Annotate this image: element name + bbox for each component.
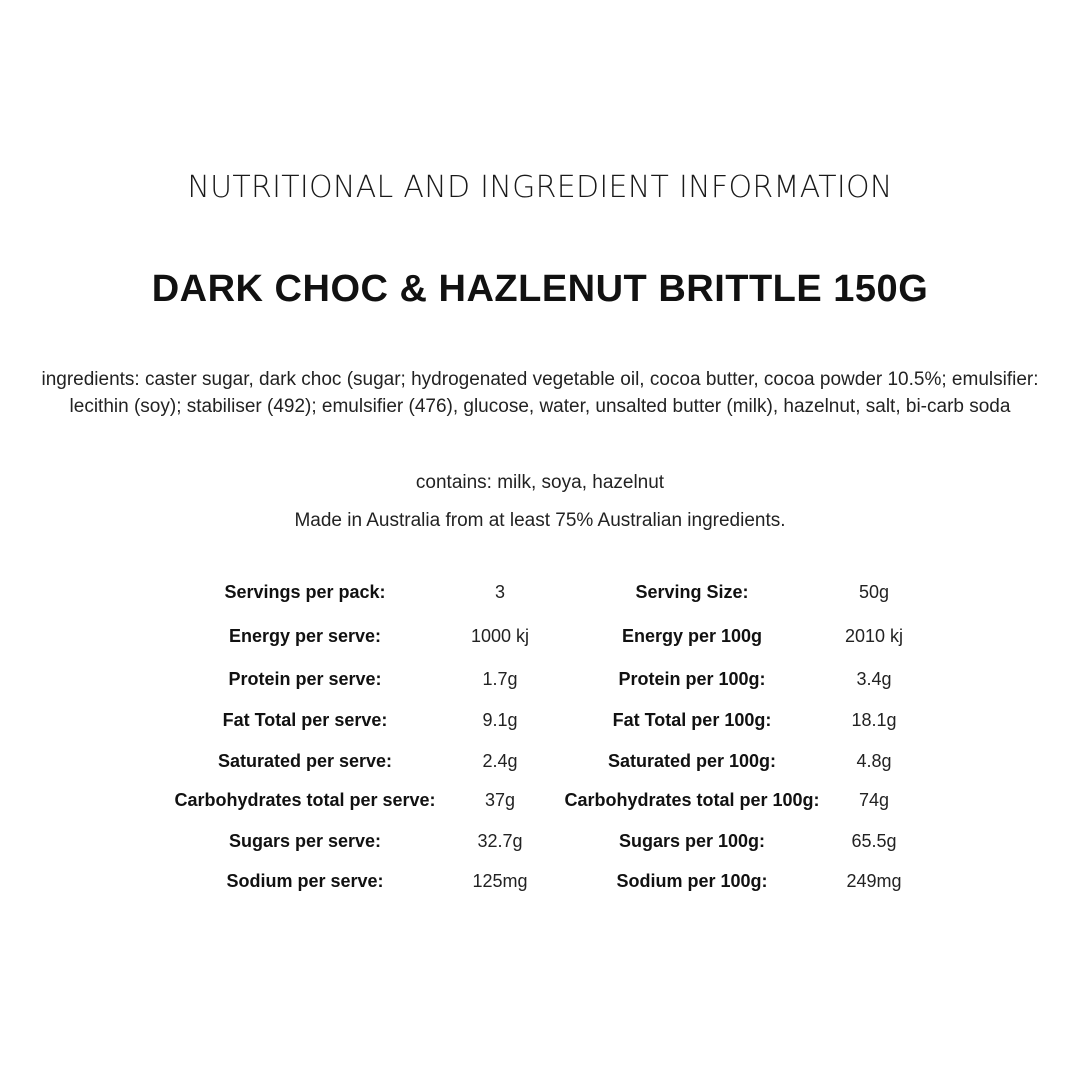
label-per-serve: Carbohydrates total per serve: (174, 790, 436, 810)
nutrition-row (0, 747, 1080, 775)
nutrition-row (0, 786, 1080, 814)
value-per-100g: 2010 kj (844, 626, 904, 646)
label-per-100g: Sugars per 100g: (618, 831, 766, 851)
value-per-100g: 18.1g (851, 710, 897, 730)
product-title: DARK CHOC & HAZLENUT BRITTLE 150G (151, 268, 929, 310)
value-per-serve: 32.7g (477, 831, 523, 851)
nutrition-row (0, 827, 1080, 855)
nutrition-row (0, 706, 1080, 734)
value-per-100g: 74g (858, 790, 890, 810)
label-per-100g: Fat Total per 100g: (612, 710, 772, 730)
allergens-text: contains: milk, soya, hazelnut (415, 472, 665, 493)
nutrition-row (0, 578, 1080, 606)
page-heading: NUTRITIONAL AND INGREDIENT INFORMATION (187, 170, 893, 205)
nutrition-row (0, 665, 1080, 693)
nutrition-row (0, 622, 1080, 650)
nutrition-table (0, 578, 1080, 898)
label-per-100g: Serving Size: (635, 582, 749, 602)
value-per-100g: 4.8g (856, 751, 892, 771)
label-per-100g: Carbohydrates total per 100g: (564, 790, 820, 810)
label-per-serve: Fat Total per serve: (222, 710, 388, 730)
value-per-serve: 37g (484, 790, 516, 810)
origin-statement: Made in Australia from at least 75% Australian ingredients. (294, 510, 786, 531)
ingredients-text: ingredients: caster sugar, dark choc (sugar; hydrogenated vegetable oil, cocoa butter, cocoa powder 10.5%; emulsifier: lecithin (soy); stabiliser (492); emulsifier (476), glucose, water, unsalted butter (milk), hazelnut, salt, bi-carb soda (41, 369, 1039, 417)
label-per-serve: Sugars per serve: (228, 831, 382, 851)
label-per-100g: Energy per 100g (621, 626, 763, 646)
value-per-serve: 9.1g (482, 710, 518, 730)
value-per-100g: 50g (858, 582, 890, 602)
label-per-serve: Protein per serve: (228, 669, 382, 689)
value-per-serve: 3 (494, 582, 506, 602)
value-per-serve: 2.4g (482, 751, 518, 771)
value-per-serve: 1.7g (482, 669, 518, 689)
value-per-serve: 1000 kj (470, 626, 530, 646)
value-per-100g: 249mg (846, 871, 902, 891)
label-per-100g: Saturated per 100g: (607, 751, 777, 771)
value-per-serve: 125mg (472, 871, 528, 891)
label-per-serve: Servings per pack: (224, 582, 386, 602)
value-per-100g: 65.5g (851, 831, 897, 851)
label-per-serve: Sodium per serve: (226, 871, 384, 891)
value-per-100g: 3.4g (856, 669, 892, 689)
label-per-100g: Protein per 100g: (618, 669, 766, 689)
label-per-100g: Sodium per 100g: (616, 871, 768, 891)
label-per-serve: Saturated per serve: (217, 751, 393, 771)
label-per-serve: Energy per serve: (228, 626, 382, 646)
nutrition-row (0, 867, 1080, 895)
